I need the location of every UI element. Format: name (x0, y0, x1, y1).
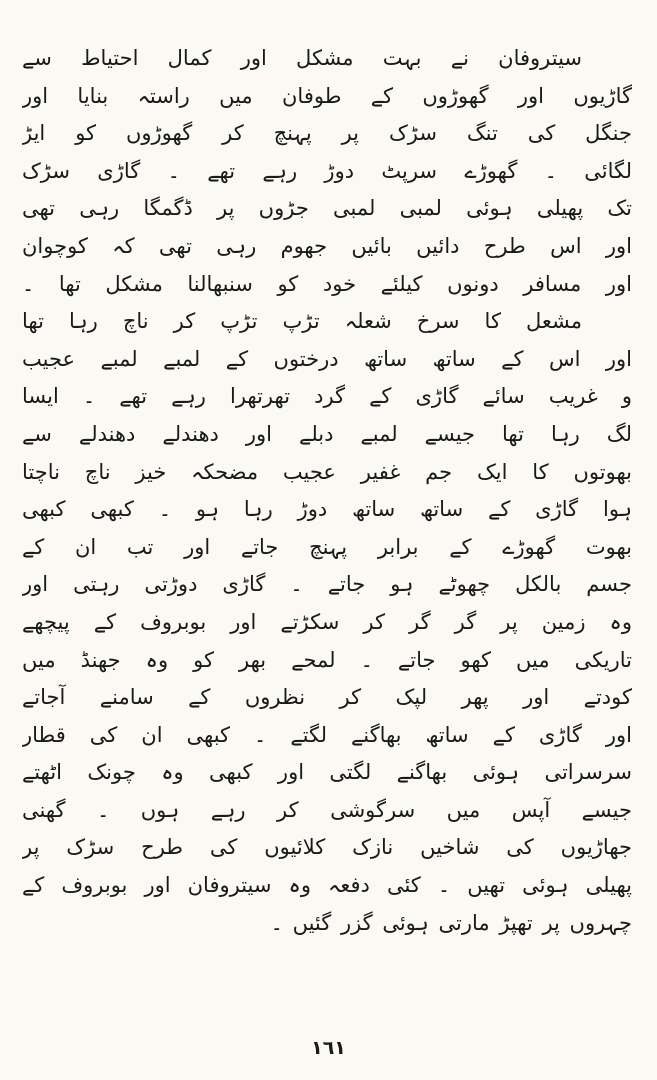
text-line: تک پھیلی ہوئی لمبی لمبی جڑوں پر ڈگمگا رہی تھی (22, 196, 632, 221)
text-line: پھیلی ہوئی تھیں ۔ کئی دفعہ وہ سیتروفان اور بوبروف کے (22, 873, 632, 898)
text-line: چہروں پر تھپڑ مارتی ہوئی گزر گئیں ۔ (270, 910, 632, 935)
page-number: ۱٦۱ (311, 1037, 346, 1059)
text-line: گاڑیوں اور گھوڑوں کے طوفان میں راستہ بنایا اور (22, 83, 632, 108)
text-line: جیسے آپس میں سرگوشی کر رہے ہوں ۔ گھنی (22, 797, 632, 822)
text-line: وہ زمین پر گر گر کر سکڑتے اور بوبروف کے پیچھے (22, 609, 632, 634)
text-line: تاریکی میں کھو جاتے ۔ لمحے بھر کو وہ جھنڈ میں (22, 647, 632, 672)
text-line: اور گاڑی کے ساتھ بھاگنے لگتے ۔ کبھی ان کی قطار (22, 722, 632, 747)
text-line: سیتروفان نے بہت مشکل اور کمال احتیاط سے (22, 46, 582, 70)
text-line: اور اس کے ساتھ ساتھ درختوں کے لمبے لمبے عجیب (22, 346, 632, 371)
text-line: اور اس طرح دائیں بائیں جھوم رہی تھی کہ کوچوان (22, 233, 632, 258)
text-line: جسم بالکل چھوٹے ہو جاتے ۔ گاڑی دوڑتی رہتی اور (22, 572, 632, 597)
text-line: بھوتوں کا ایک جم غفیر عجیب مضحکہ خیز ناچ ناچتا (22, 459, 632, 484)
text-line: جنگل کی تنگ سڑک پر پہنچ کر گھوڑوں کو ایڑ (22, 121, 632, 146)
text-line: بھوت گھوڑے کے برابر پہنچ جاتے اور تب ان کے (22, 534, 632, 559)
text-line: لگ رہا تھا جیسے لمبے دبلے اور دھندلے دھندلے سے (22, 421, 632, 446)
text-line: و غریب سائے گاڑی کے گرد تھرتھرا رہے تھے ۔ ایسا (22, 384, 632, 409)
text-line: اور مسافر دونوں کیلئے خود کو سنبھالنا مشکل تھا ۔ (22, 271, 632, 296)
text-line: مشعل کا سرخ شعلہ تڑپ تڑپ کر ناچ رہا تھا (22, 309, 582, 334)
text-line: ہوا گاڑی کے ساتھ ساتھ دوڑ رہا ہو ۔ کبھی کبھی (22, 497, 632, 522)
text-line: لگائی ۔ گھوڑے سرپٹ دوڑ رہے تھے ۔ گاڑی سڑک (22, 158, 632, 183)
text-line: کودتے اور پھر لپک کر نظروں کے سامنے آجاتے (22, 685, 632, 710)
text-line: سرسراتی ہوئی بھاگنے لگتی اور کبھی وہ چونک اٹھتے (22, 760, 632, 785)
text-line: جھاڑیوں کی شاخیں نازک کلائیوں کی طرح سڑک پر (22, 835, 632, 860)
page-text (22, 40, 632, 942)
